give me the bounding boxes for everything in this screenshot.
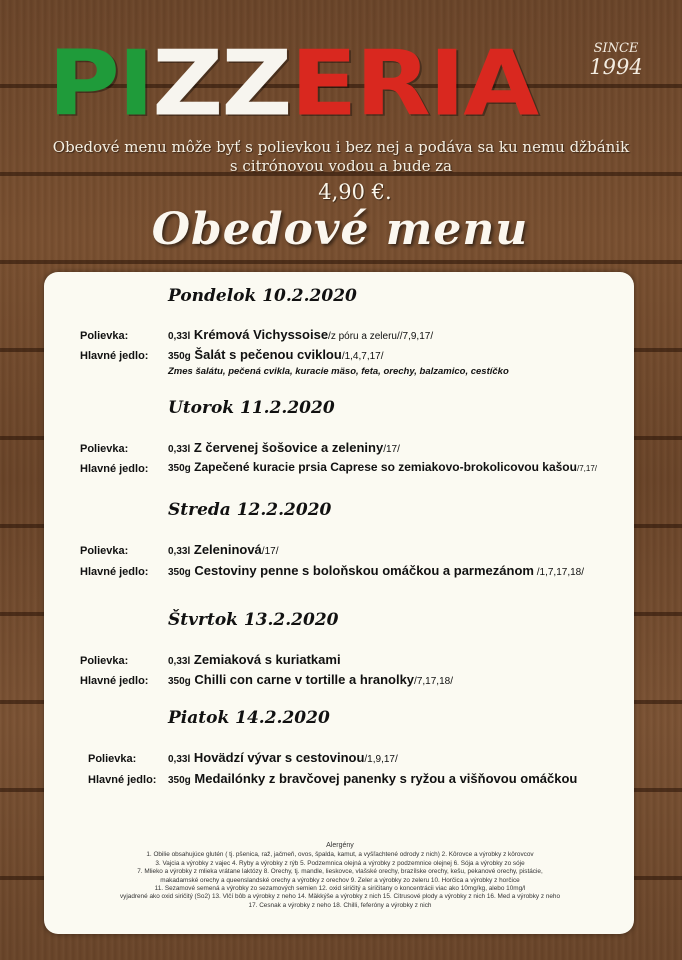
allergens-line: 17. Cesnak a výrobky z neho 18. Chilli, feferóny a výrobky z nich xyxy=(248,901,432,909)
main-label: Hlavné jedlo: xyxy=(80,566,149,578)
main-label: Hlavné jedlo: xyxy=(80,463,149,475)
since-label: SINCE xyxy=(593,41,639,56)
soup-name: Z červenej šošovice a zeleniny xyxy=(193,440,384,455)
soup-name: Zeleninová xyxy=(193,542,262,557)
page-title: Obedové menu xyxy=(151,204,529,255)
main-allergens: /1,7,17,18/ xyxy=(533,567,584,578)
main-label: Hlavné jedlo: xyxy=(80,675,149,687)
main-item xyxy=(168,771,577,786)
soup-qty: 0,33l xyxy=(168,656,191,667)
soup-label: Polievka: xyxy=(80,330,129,342)
soup-item xyxy=(168,652,341,667)
allergens-title: Alergény xyxy=(326,842,354,849)
soup-item xyxy=(168,327,433,342)
allergens-line: 1. Obilie obsahujúce glutén ( tj. pšenica, raž, jačmeň, ovos, špalda, kamut, a vyšľachtené odrody z nich) 2. Kôrovce a výrobky z kôrovcov xyxy=(146,851,534,859)
main-item xyxy=(168,563,584,578)
pizzeria-logo xyxy=(48,31,588,137)
soup-label: Polievka: xyxy=(80,545,129,557)
allergens-line: 7. Mlieko a výrobky z mlieka vrátane laktózy 8. Orechy, tj. mandle, lieskovce, vlašské orechy, brazílske orechy, kešu, pekanové orechy, pistácie, xyxy=(137,868,543,876)
main-qty: 350g xyxy=(168,351,191,362)
day-heading: Utorok 11.2.2020 xyxy=(168,398,335,418)
intro-line-2: s citrónovou vodou a bude za xyxy=(229,157,453,175)
soup-qty: 0,33l xyxy=(168,754,191,765)
soup-allergens: /1,9,17/ xyxy=(364,754,398,765)
since-badge xyxy=(586,42,646,78)
dish-note: Zmes šalátu, pečená cvikla, kuracie mäso, feta, orechy, balzamico, cestíčko xyxy=(168,366,509,377)
main-qty: 350g xyxy=(168,775,191,786)
main-item xyxy=(168,460,597,474)
main-name: Chilli con carne v tortille a hranolky xyxy=(194,672,415,687)
day-heading: Piatok 14.2.2020 xyxy=(168,708,330,728)
logo-part-white: ZZ xyxy=(152,31,291,137)
soup-qty: 0,33l xyxy=(168,444,191,455)
allergens-legend xyxy=(70,842,610,910)
main-allergens: /1,4,7,17/ xyxy=(341,351,384,362)
main-qty: 350g xyxy=(168,676,191,687)
day-heading: Streda 12.2.2020 xyxy=(168,500,332,520)
main-name: Cestoviny penne s boloňskou omáčkou a parmezánom xyxy=(194,563,534,578)
main-label: Hlavné jedlo: xyxy=(80,350,149,362)
soup-name: Krémová Vichyssoise xyxy=(193,327,329,342)
main-label: Hlavné jedlo: xyxy=(88,774,157,786)
soup-item xyxy=(168,440,400,455)
menu-card xyxy=(44,272,634,934)
main-qty: 350g xyxy=(168,567,191,578)
day-heading: Pondelok 10.2.2020 xyxy=(168,286,357,306)
intro-line-1: Obedové menu môže byť s polievkou i bez nej a podáva sa ku nemu džbánik xyxy=(52,138,630,156)
day-heading: Štvrtok 13.2.2020 xyxy=(168,610,339,630)
main-item xyxy=(168,672,453,687)
menu-price: 4,90 €. xyxy=(318,180,392,204)
soup-allergens: /17/ xyxy=(383,444,400,455)
soup-allergens: /17/ xyxy=(261,546,279,557)
main-qty: 350g xyxy=(168,463,191,474)
main-item xyxy=(168,347,384,362)
soup-name: Zemiaková s kuriatkami xyxy=(193,652,341,667)
logo-part-green: PI xyxy=(48,31,153,137)
soup-name: Hovädzí vývar s cestovinou xyxy=(193,750,365,765)
main-allergens: /7,17/ xyxy=(576,464,597,473)
main-name: Šalát s pečenou cviklou xyxy=(194,347,342,362)
soup-label: Polievka: xyxy=(80,655,129,667)
soup-label: Polievka: xyxy=(88,753,137,765)
soup-allergens: /z póru a zeleru//7,9,17/ xyxy=(328,331,434,342)
soup-item xyxy=(168,750,398,765)
soup-qty: 0,33l xyxy=(168,546,191,557)
soup-label: Polievka: xyxy=(80,443,129,455)
allergens-line: vyjadrené ako oxid siričitý (So2) 13. Vlčí bôb a výrobky z neho 14. Mäkkýše a výrobky z nich 15. Citrusové plody a výrobky z nich 16. Med a výrobky z neho xyxy=(119,893,561,901)
since-year: 1994 xyxy=(589,54,643,79)
allergens-line: makadamské orechy a queenslandské orechy a výrobky z orechov 9. Zeler a výrobky zo zeleru 10. Horčica a výrobky z horčice xyxy=(160,876,520,884)
main-name: Medailónky z bravčovej panenky s ryžou a višňovou omáčkou xyxy=(194,771,578,786)
main-name: Zapečené kuracie prsia Caprese so zemiakovo-brokolicovou kašou xyxy=(194,460,577,474)
allergens-line: 3. Vajcia a výrobky z vajec 4. Ryby a výrobky z rýb 5. Podzemnica olejná a výrobky z podzemnice olejnej 6. Sója a výrobky zo sóje xyxy=(155,859,525,867)
soup-item xyxy=(168,542,278,557)
logo-part-red-2: IA xyxy=(428,31,538,137)
logo-part-red-1: ER xyxy=(290,31,429,137)
soup-qty: 0,33l xyxy=(168,331,191,342)
allergens-line: 11. Sezamové semená a výrobky zo sezamových semien 12. oxid siričitý a siričitany o koncentrácii viac ako 10mg/kg, alebo 10mg/l xyxy=(154,885,526,893)
intro-text xyxy=(20,138,662,176)
main-allergens: /7,17,18/ xyxy=(414,676,453,687)
